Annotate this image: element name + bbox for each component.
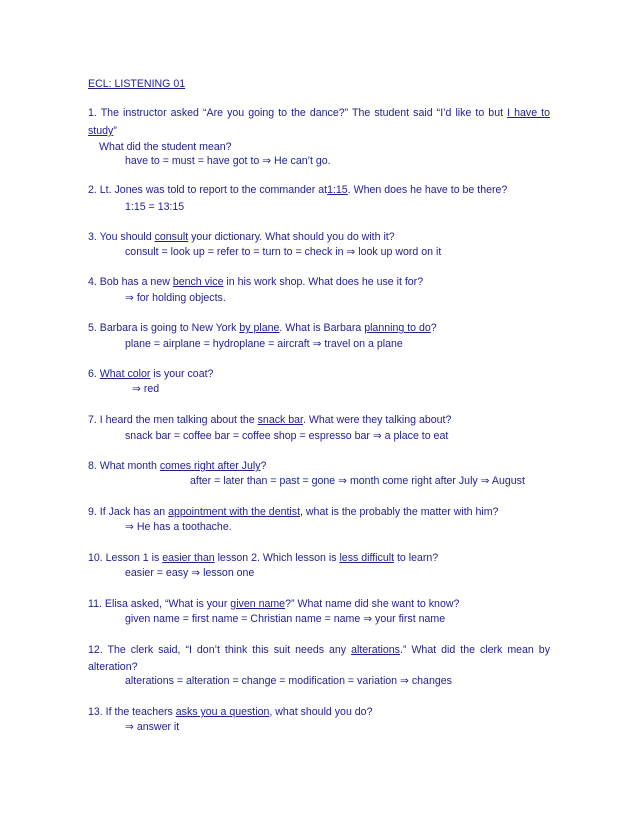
question-12-line-2: alteration? xyxy=(88,661,138,673)
answer-11: given name = first name = Christian name = name ⇒ your first name xyxy=(125,613,446,625)
answer-5: plane = airplane = hydroplane = aircraft ⇒ travel on a plane xyxy=(125,338,403,350)
implies-arrow-icon: ⇒ xyxy=(400,675,409,687)
question-10: 10. Lesson 1 is easier than lesson 2. Which lesson is less difficult to learn? xyxy=(88,552,439,564)
answer-10: easier = easy ⇒ lesson one xyxy=(125,567,255,579)
answer-4: ⇒ for holding objects. xyxy=(125,292,226,304)
implies-arrow-icon: ⇒ xyxy=(346,246,356,258)
implies-arrow-icon: ⇒ xyxy=(363,613,373,625)
question-4: 4. Bob has a new bench vice in his work shop. What does he use it for? xyxy=(88,276,424,288)
underlined-phrase: 1:15 xyxy=(327,184,348,196)
question-5: 5. Barbara is going to New York by plane. What is Barbara planning to do? xyxy=(88,322,437,334)
question-6: 6. What color is your coat? xyxy=(88,368,214,380)
answer-13: ⇒ answer it xyxy=(125,721,180,733)
implies-arrow-icon: ⇒ xyxy=(262,155,272,167)
implies-arrow-icon: ⇒ xyxy=(372,430,382,442)
answer-6: ⇒ red xyxy=(132,383,160,395)
underlined-phrase: given name xyxy=(230,598,286,610)
question-1-line-1: 1. The instructor asked “Are you going to the dance?” The student said “I’d like to but I have to xyxy=(88,107,550,119)
question-7: 7. I heard the men talking about the snack bar. What were they talking about? xyxy=(88,414,452,426)
underlined-phrase: easier than xyxy=(162,552,215,564)
underlined-phrase: by plane xyxy=(239,322,280,334)
question-3: 3. You should consult your dictionary. What should you do with it? xyxy=(88,231,395,243)
answer-3: consult = look up = refer to = turn to = check in ⇒ look up word on it xyxy=(125,246,442,258)
underlined-phrase: bench vice xyxy=(172,276,224,288)
document-title: ECL: LISTENING 01 xyxy=(88,78,186,90)
question-13: 13. If the teachers asks you a question, what should you do? xyxy=(88,706,373,718)
underlined-phrase: consult xyxy=(154,231,189,243)
question-8: 8. What month comes right after July? xyxy=(88,460,267,472)
implies-arrow-icon: ⇒ xyxy=(125,721,134,733)
answer-12: alterations = alteration = change = modification = variation ⇒ changes xyxy=(125,675,452,687)
underlined-phrase: snack bar xyxy=(257,414,303,426)
implies-arrow-icon: ⇒ xyxy=(191,567,201,579)
answer-7: snack bar = coffee bar = coffee shop = espresso bar ⇒ a place to eat xyxy=(125,430,449,442)
implies-arrow-icon: ⇒ xyxy=(132,383,141,395)
implies-arrow-icon: ⇒ xyxy=(125,521,134,533)
implies-arrow-icon: ⇒ xyxy=(480,475,490,487)
underlined-phrase: less difficult xyxy=(339,552,395,564)
underlined-phrase: study xyxy=(88,125,114,137)
implies-arrow-icon: ⇒ xyxy=(125,292,134,304)
underlined-phrase: alterations xyxy=(351,644,400,656)
answer-8: after = later than = past = gone ⇒ month come right after July ⇒ August xyxy=(190,475,525,487)
question-9: 9. If Jack has an appointment with the dentist, what is the probably the matter with him? xyxy=(88,506,499,518)
underlined-phrase: asks you a question xyxy=(175,706,270,718)
answer-2: 1:15 = 13:15 xyxy=(125,201,185,213)
implies-arrow-icon: ⇒ xyxy=(312,338,322,350)
implies-arrow-icon: ⇒ xyxy=(338,475,348,487)
question-11: 11. Elisa asked, “What is your given name?” What name did she want to know? xyxy=(88,598,460,610)
underlined-phrase: I have to xyxy=(507,107,550,119)
question-12-line-1: 12. The clerk said, “I don’t think this suit needs any alterations.” What did the clerk mean by xyxy=(88,644,550,656)
answer-9: ⇒ He has a toothache. xyxy=(125,521,232,533)
question-1-line-2: study” xyxy=(88,125,117,137)
question-2: 2. Lt. Jones was told to report to the commander at1:15. When does he have to be there? xyxy=(88,184,508,196)
underlined-phrase: appointment with the dentist xyxy=(168,506,301,518)
answer-1: have to = must = have got to ⇒ He can’t go. xyxy=(125,155,331,167)
underlined-phrase: What color xyxy=(99,368,151,380)
underlined-phrase: comes right after July xyxy=(159,460,261,472)
underlined-phrase: planning to do xyxy=(364,322,431,334)
question-1-subquestion: What did the student mean? xyxy=(99,141,232,153)
